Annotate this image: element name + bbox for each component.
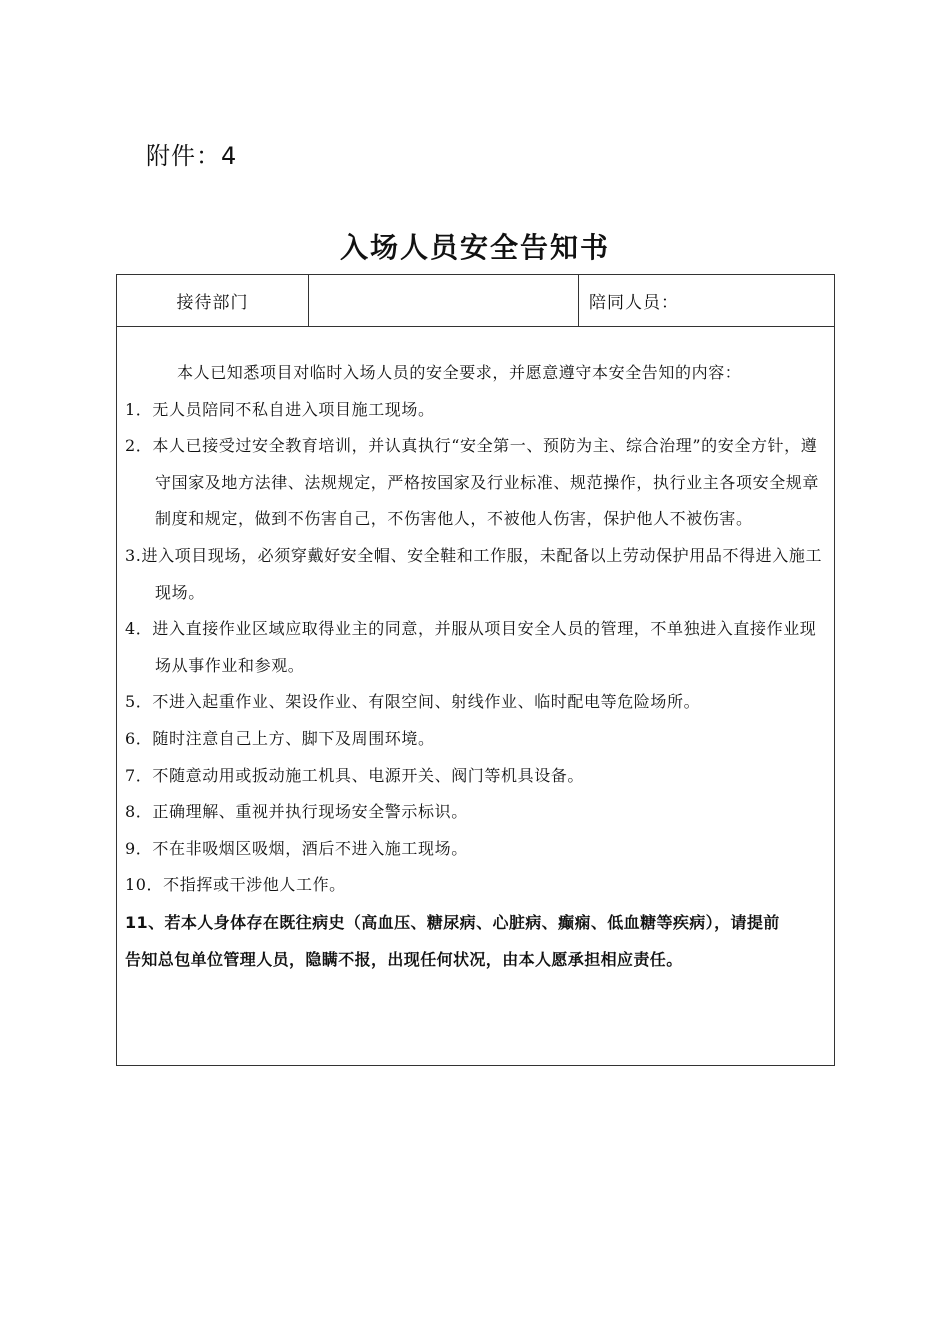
reception-dept-field[interactable] — [309, 275, 579, 327]
reception-dept-label: 接待部门 — [117, 275, 309, 327]
list-item: 3.进入项目现场，必须穿戴好安全帽、安全鞋和工作服，未配备以上劳动保护用品不得进入施工现场。 — [125, 545, 823, 602]
notice-form-table — [116, 274, 835, 1066]
escort-field[interactable]: 陪同人员： — [579, 275, 835, 327]
document-title: 入场人员安全告知书 — [339, 231, 610, 264]
list-item: 6．随时注意自己上方、脚下及周围环境。 — [125, 728, 435, 748]
list-item: 4．进入直接作业区域应取得业主的同意，并服从项目安全人员的管理，不单独进入直接作业现场从事作业和参观。 — [125, 619, 817, 675]
list-item: 5．不进入起重作业、架设作业、有限空间、射线作业、临时配电等危险场所。 — [125, 692, 701, 712]
attachment-label: 附件：4 — [146, 142, 238, 170]
form-header-row — [117, 275, 835, 327]
list-item: 10．不指挥或干涉他人工作。 — [125, 875, 346, 895]
list-item: 1．无人员陪同不私自进入项目施工现场。 — [125, 399, 435, 419]
list-item: 9．不在非吸烟区吸烟，酒后不进入施工现场。 — [125, 838, 468, 858]
list-item: 7．不随意动用或扳动施工机具、电源开关、阀门等机具设备。 — [125, 765, 584, 785]
list-item: 8．正确理解、重视并执行现场安全警示标识。 — [125, 802, 468, 822]
list-item: 2．本人已接受过安全教育培训，并认真执行“安全第一、预防为主、综合治理”的安全方针，遵守国家及地方法律、法规规定，严格按国家及行业标准、规范操作，执行业主各项安全规章制度和规定，做到不伤害自己，不伤害他人，不被他人伤害，保护他人不被伤害。 — [125, 436, 820, 529]
health-disclosure-clause: 11、若本人身体存在既往病史（高血压、糖尿病、心脏病、癫痫、低血糖等疾病），请提前告知总包单位管理人员，隐瞒不报，出现任何状况，由本人愿承担相应责任。 — [125, 912, 780, 969]
notice-intro: 本人已知悉项目对临时入场人员的安全要求，并愿意遵守本安全告知的内容： — [177, 363, 742, 382]
notice-content — [117, 327, 835, 1066]
